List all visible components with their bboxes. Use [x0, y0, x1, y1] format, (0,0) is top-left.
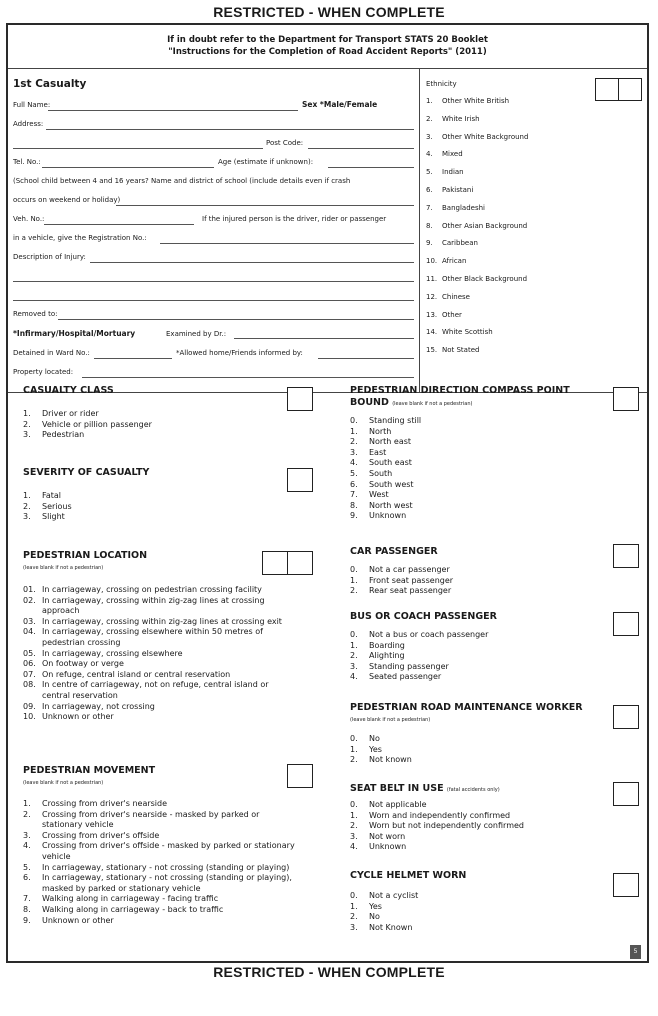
- removed-field[interactable]: [58, 319, 414, 320]
- maintenance-box[interactable]: [613, 705, 639, 729]
- casualty-class-title: CASUALTY CLASS: [23, 385, 114, 396]
- maintenance-note: (leave blank if not a pedestrian): [350, 717, 431, 723]
- ethnicity-list: [426, 97, 528, 364]
- list-item: 2. Serious: [23, 501, 72, 511]
- list-item: 03. In carriageway, crossing within zig-zag lines at crossing exit: [23, 616, 282, 626]
- full-name-label: Full Name:: [13, 101, 51, 109]
- list-item: 7. West: [350, 490, 389, 500]
- post-code-field[interactable]: [308, 148, 414, 149]
- full-name-field[interactable]: [48, 110, 298, 111]
- ped-location-title: PEDESTRIAN LOCATION: [23, 550, 148, 561]
- examined-field[interactable]: [234, 338, 414, 339]
- allowed-field[interactable]: [318, 358, 414, 359]
- ethnicity-section: [420, 69, 647, 393]
- list-item: 3. Not Known: [350, 922, 413, 932]
- list-item: 5. South: [350, 468, 393, 478]
- list-item: 08. In centre of carriageway, not on refuge, central island or central reservation: [23, 680, 269, 700]
- tel-field[interactable]: [42, 167, 214, 168]
- address-field[interactable]: [46, 129, 414, 130]
- list-item: 0. Not a cyclist: [350, 891, 419, 900]
- ward-field[interactable]: [94, 358, 172, 359]
- list-item: 7. Walking along in carriageway - facing traffic: [23, 894, 219, 904]
- list-item: 01. In carriageway, crossing on pedestrian crossing facility: [23, 585, 262, 594]
- property-label: Property located:: [13, 368, 74, 376]
- list-item: 0. Standing still: [350, 416, 422, 425]
- list-item: 2. Not known: [350, 755, 412, 765]
- list-item: 1. Crossing from driver's nearside: [23, 799, 168, 808]
- school-field[interactable]: [116, 205, 414, 206]
- helmet-box[interactable]: [613, 873, 639, 897]
- casualty-title: 1st Casualty: [13, 78, 87, 90]
- ethnicity-box-2[interactable]: [618, 78, 642, 101]
- sex-label: Sex *Male/Female: [302, 100, 378, 109]
- bus-passenger-list: [350, 630, 590, 683]
- ethnicity-item: 3. Other White Background: [426, 132, 529, 141]
- ped-location-note: (leave blank if not a pedestrian): [23, 565, 104, 571]
- ethnicity-box-1[interactable]: [595, 78, 619, 101]
- severity-list: [23, 491, 283, 523]
- list-item: 2. Rear seat passenger: [350, 586, 452, 596]
- bus-passenger-title: BUS OR COACH PASSENGER: [350, 611, 497, 622]
- ped-direction-title-2: BOUND (leave blank if not a pedestrian): [350, 397, 473, 408]
- maintenance-list: [350, 734, 590, 766]
- list-item: 1. Front seat passenger: [350, 575, 454, 585]
- list-item: 4. South east: [350, 458, 412, 468]
- list-item: 9. Unknown or other: [23, 915, 114, 925]
- list-item: 1. Yes: [350, 901, 382, 911]
- car-passenger-box[interactable]: [613, 544, 639, 568]
- school-label-2: occurs on weekend or holiday): [13, 196, 121, 204]
- page-number: 5: [630, 945, 641, 959]
- list-item: 1. Fatal: [23, 491, 62, 500]
- list-item: 9. Unknown: [350, 511, 407, 521]
- list-item: 2. Worn but not independently confirmed: [350, 821, 524, 831]
- injury-field[interactable]: [90, 262, 414, 263]
- property-field[interactable]: [82, 377, 414, 378]
- list-item: 4. Unknown: [350, 842, 407, 852]
- list-item: 8. North west: [350, 500, 413, 510]
- list-item: 02. In carriageway, crossing within zig-zag lines at crossing approach: [23, 595, 265, 616]
- ped-direction-note: (leave blank if not a pedestrian): [392, 401, 473, 407]
- casualty-details-section: [8, 69, 420, 393]
- list-item: 6. South west: [350, 479, 414, 489]
- tel-label: Tel. No.:: [13, 158, 41, 166]
- ethnicity-item: 5. Indian: [426, 168, 464, 177]
- age-field[interactable]: [328, 167, 414, 168]
- ped-movement-note: (leave blank if not a pedestrian): [23, 780, 104, 786]
- list-item: 4. Seated passenger: [350, 672, 442, 682]
- car-passenger-list: [350, 565, 590, 597]
- veh-reg-label: in a vehicle, give the Registration No.:: [13, 234, 147, 242]
- injury-label: Description of Injury:: [13, 253, 86, 261]
- list-item: 1. North: [350, 426, 392, 436]
- list-item: 6. In carriageway, stationary - not crossing (standing or playing), masked by parked or stationary vehicle: [23, 873, 292, 893]
- restricted-banner-top: RESTRICTED - WHEN COMPLETE: [213, 4, 445, 20]
- form-frame: [6, 23, 649, 963]
- header-line-2: "Instructions for the Completion of Road Accident Reports" (2011): [168, 47, 487, 57]
- list-item: 3. Crossing from driver's offside: [23, 830, 160, 840]
- header-line-1: If in doubt refer to the Department for Transport STATS 20 Booklet: [167, 35, 488, 45]
- list-item: 1. Driver or rider: [23, 409, 99, 418]
- post-code-label: Post Code:: [266, 139, 304, 147]
- ethnicity-item: 2. White Irish: [426, 114, 480, 123]
- seat-belt-note: (fatal accidents only): [446, 787, 500, 793]
- injury-field-2[interactable]: [13, 281, 414, 282]
- list-item: 1. Worn and independently confirmed: [350, 810, 511, 820]
- ethnicity-item: 11. Other Black Background: [426, 274, 528, 283]
- form-header: [8, 25, 647, 69]
- ethnicity-item: 9. Caribbean: [426, 239, 478, 248]
- helmet-list: [350, 891, 590, 933]
- address-label: Address:: [13, 120, 44, 128]
- ward-label: Detained in Ward No.:: [13, 349, 90, 357]
- list-item: 04. In carriageway, crossing elsewhere within 50 metres of pedestrian crossing: [23, 627, 263, 647]
- list-item: 07. On refuge, central island or central reservation: [23, 669, 231, 679]
- ethnicity-item: 4. Mixed: [426, 150, 463, 159]
- list-item: 2. North east: [350, 437, 412, 447]
- list-item: 5. In carriageway, stationary - not crossing (standing or playing): [23, 862, 290, 872]
- ped-movement-title: PEDESTRIAN MOVEMENT: [23, 765, 156, 776]
- veh-note-label: If the injured person is the driver, rider or passenger: [202, 215, 387, 223]
- ped-movement-box[interactable]: [287, 764, 313, 788]
- ethnicity-item: 13. Other: [426, 310, 462, 319]
- list-item: 1. Boarding: [350, 640, 405, 650]
- ethnicity-item: 1. Other White British: [426, 97, 510, 105]
- list-item: 09. In carriageway, not crossing: [23, 701, 155, 711]
- list-item: 3. East: [350, 447, 387, 457]
- bus-passenger-box[interactable]: [613, 612, 639, 636]
- list-item: 3. Slight: [23, 512, 65, 522]
- list-item: 4. Crossing from driver's offside - masked by parked or stationary vehicle: [23, 841, 295, 861]
- ethnicity-item: 7. Bangladeshi: [426, 203, 485, 212]
- injury-field-3[interactable]: [13, 300, 414, 301]
- ethnicity-item: 15. Not Stated: [426, 346, 480, 355]
- seat-belt-list: [350, 800, 590, 853]
- ped-direction-list: [350, 416, 590, 522]
- school-label: (School child between 4 and 16 years? Name and district of school (include details even if crash: [13, 177, 351, 185]
- list-item: 3. Pedestrian: [23, 430, 85, 440]
- list-item: 2. Alighting: [350, 651, 405, 661]
- restricted-banner-bottom: RESTRICTED - WHEN COMPLETE: [213, 964, 445, 980]
- list-item: 2. No: [350, 912, 380, 922]
- seat-belt-title: SEAT BELT IN USE (fatal accidents only): [350, 783, 500, 794]
- list-item: 2. Vehicle or pillion passenger: [23, 419, 152, 429]
- severity-title: SEVERITY OF CASUALTY: [23, 467, 150, 478]
- list-item: 1. Yes: [350, 744, 382, 754]
- list-item: 10. Unknown or other: [23, 712, 114, 722]
- allowed-label: *Allowed home/Friends informed by:: [176, 349, 303, 357]
- casualty-class-box[interactable]: [287, 387, 313, 411]
- veh-no-field[interactable]: [44, 224, 194, 225]
- list-item: 8. Walking along in carriageway - back to traffic: [23, 904, 224, 914]
- veh-reg-field[interactable]: [160, 243, 414, 244]
- infirmary-label: *Infirmary/Hospital/Mortuary: [13, 329, 136, 338]
- ethnicity-item: 10. African: [426, 257, 467, 266]
- removed-label: Removed to:: [13, 310, 58, 318]
- list-item: 0. Not a bus or coach passenger: [350, 630, 489, 639]
- list-item: 0. Not a car passenger: [350, 565, 450, 574]
- list-item: 06. On footway or verge: [23, 659, 124, 669]
- ped-location-box-2[interactable]: [287, 551, 313, 575]
- ethnicity-item: 8. Other Asian Background: [426, 221, 528, 230]
- ped-location-box-1[interactable]: [262, 551, 288, 575]
- ped-movement-list: [23, 799, 298, 926]
- list-item: 3. Not worn: [350, 831, 406, 841]
- list-item: 3. Standing passenger: [350, 661, 449, 671]
- veh-no-label: Veh. No.:: [13, 215, 45, 223]
- casualty-class-list: [23, 409, 283, 441]
- list-item: 0. Not applicable: [350, 800, 427, 809]
- list-item: 2. Crossing from driver's nearside - masked by parked or stationary vehicle: [23, 809, 260, 830]
- ethnicity-title: Ethnicity: [426, 80, 457, 88]
- ethnicity-item: 6. Pakistani: [426, 185, 474, 194]
- ethnicity-item: 12. Chinese: [426, 292, 470, 301]
- ped-location-list: [23, 585, 298, 723]
- list-item: 05. In carriageway, crossing elsewhere: [23, 648, 183, 658]
- severity-box[interactable]: [287, 468, 313, 492]
- list-item: 0. No: [350, 734, 380, 743]
- ethnicity-item: 14. White Scottish: [426, 328, 493, 337]
- car-passenger-title: CAR PASSENGER: [350, 546, 438, 557]
- helmet-title: CYCLE HELMET WORN: [350, 870, 467, 881]
- address-field-2[interactable]: [13, 148, 263, 149]
- ped-direction-title: PEDESTRIAN DIRECTION COMPASS POINT: [350, 385, 570, 396]
- maintenance-title: PEDESTRIAN ROAD MAINTENANCE WORKER: [350, 702, 583, 713]
- age-label: Age (estimate if unknown):: [218, 158, 314, 166]
- examined-label: Examined by Dr.:: [166, 330, 227, 338]
- ped-direction-box[interactable]: [613, 387, 639, 411]
- seat-belt-box[interactable]: [613, 782, 639, 806]
